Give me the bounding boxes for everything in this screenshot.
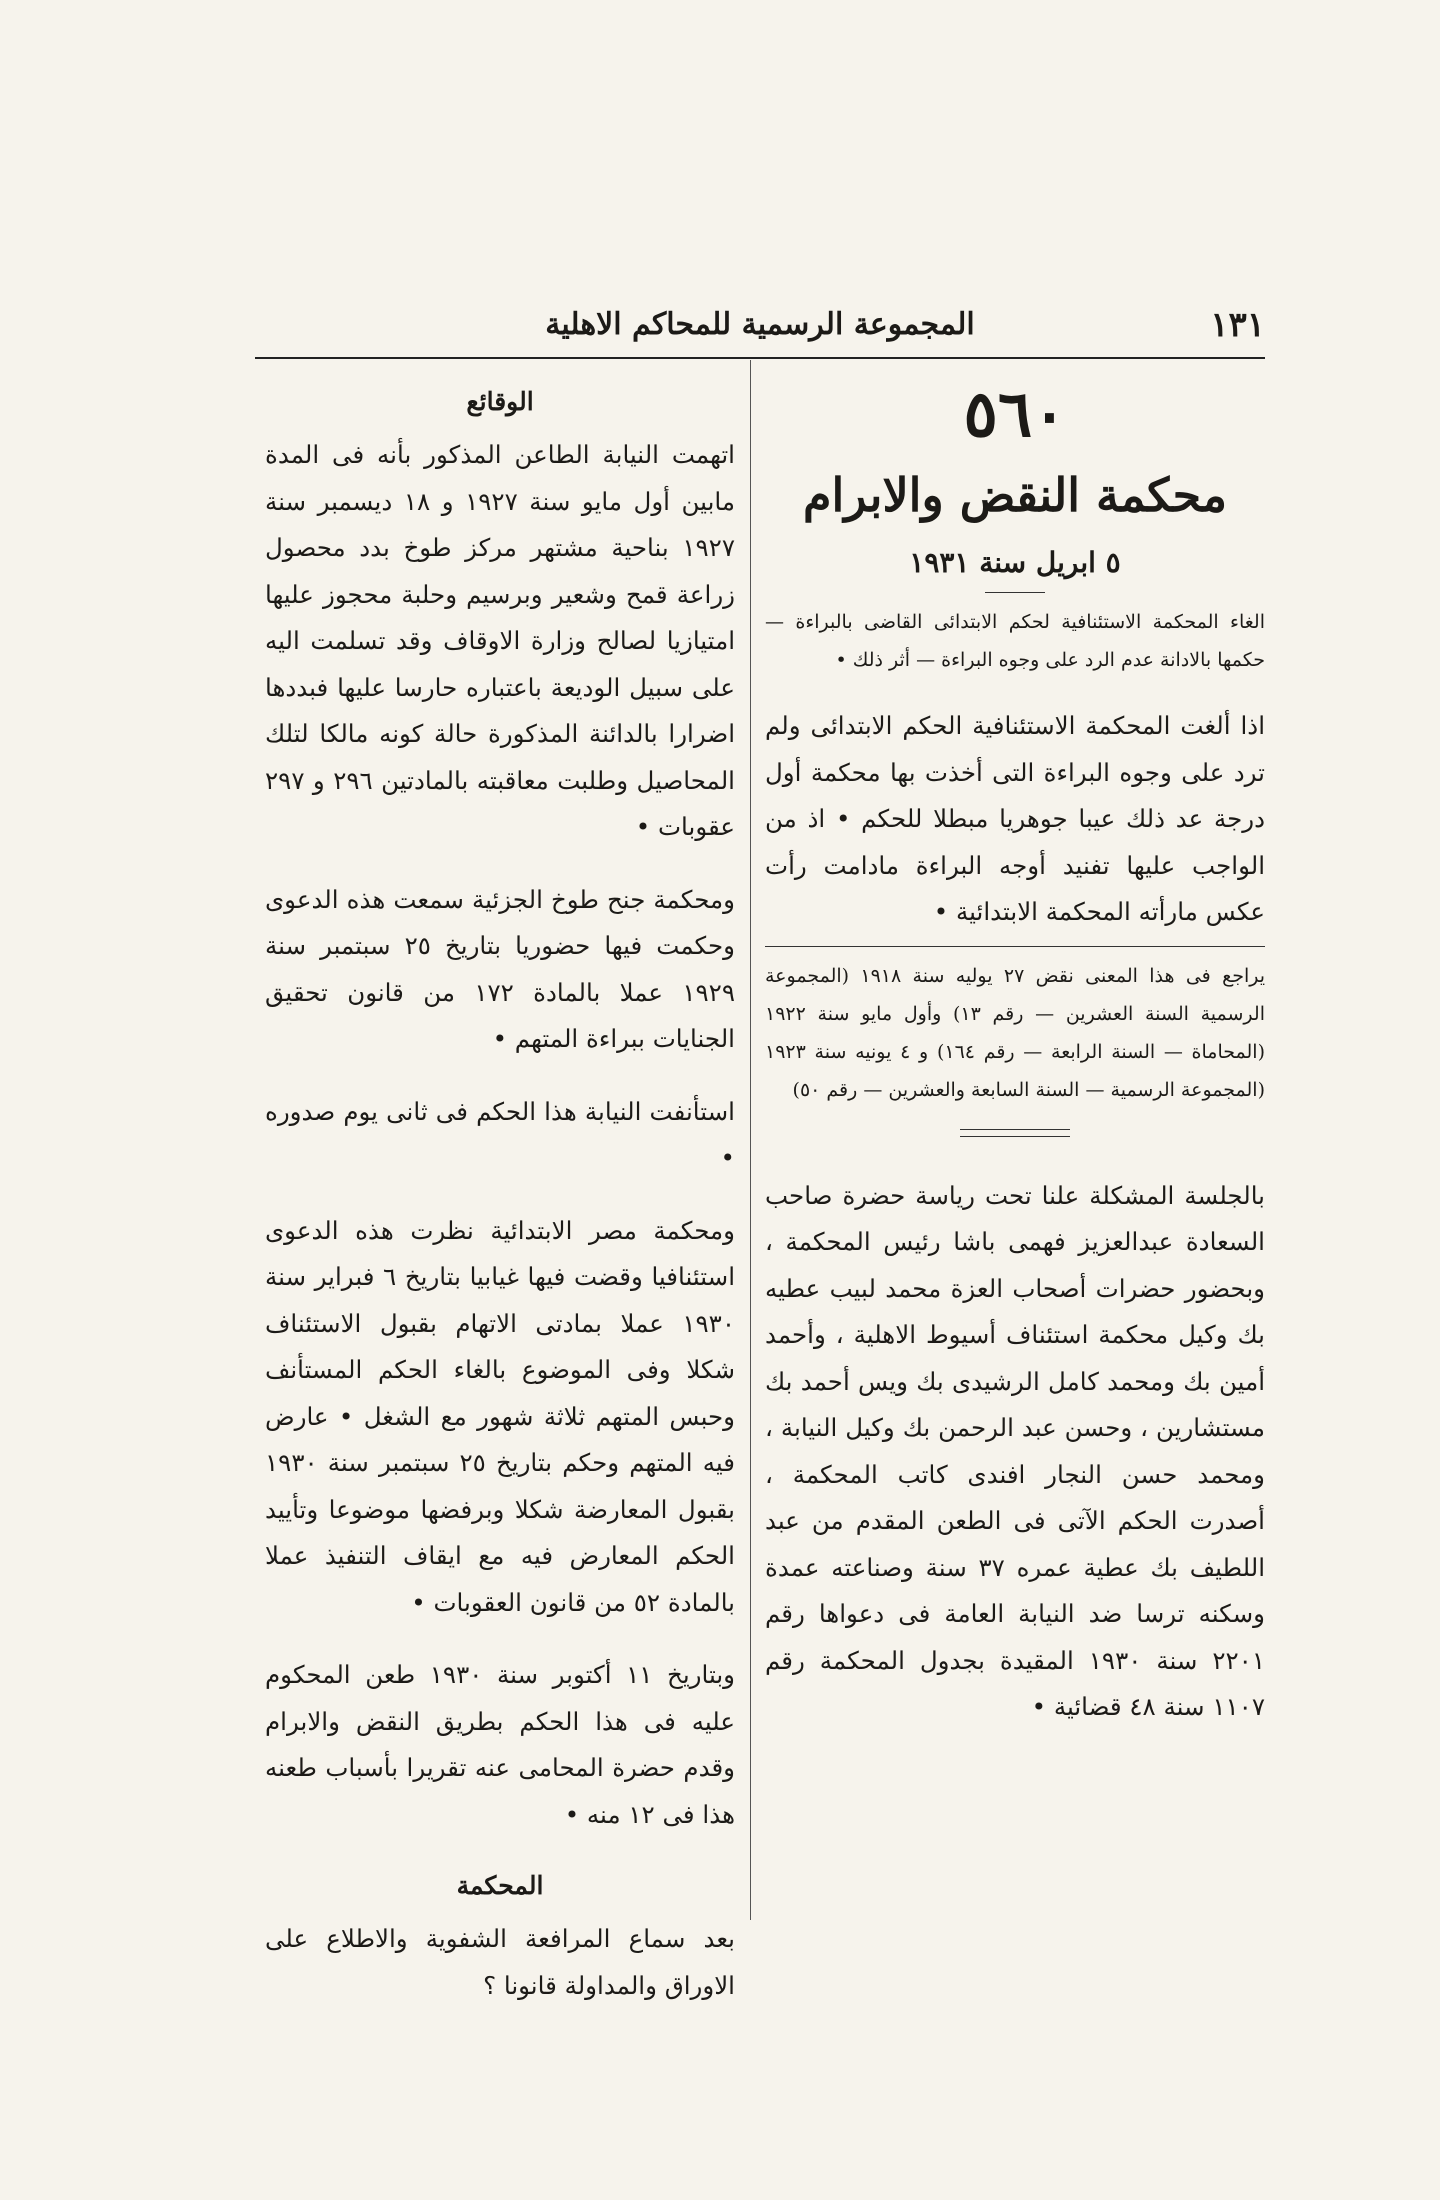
section-divider — [960, 1129, 1070, 1137]
facts-paragraph: ومحكمة مصر الابتدائية نظرت هذه الدعوى استئنافيا وقضت فيها غيابيا بتاريخ ٦ فبراير سنة ١٩٣٠ عملا بمادتى الاتهام بقبول الاستئناف شكلا وفى الموضوع بالغاء الحكم المستأنف وحبس المتهم ثلاثة شهور مع الشغل • عارض فيه المتهم وحكم بتاريخ ٢٥ سبتمبر سنة ١٩٣٠ بقبول المعارضة شكلا وبرفضها موضوعا وتأييد الحكم المعارض فيه مع ايقاف التنفيذ عملا بالمادة ٥٢ من قانون العقوبات • — [265, 1215, 736, 1617]
short-rule — [985, 592, 1045, 593]
page-number: ١٣١ — [1210, 305, 1265, 345]
case-number: ٥٦٠ — [963, 377, 1067, 452]
running-title: المجموعة الرسمية للمحاكم الاهلية — [545, 307, 975, 342]
right-column — [765, 377, 1266, 1747]
court-heading: المحكمة — [456, 1871, 544, 1900]
facts-paragraph: ومحكمة جنح طوخ الجزئية سمعت هذه الدعوى وحكمت فيها حضوريا بتاريخ ٢٥ سبتمبر سنة ١٩٢٩ عملا بالمادة ١٧٢ من قانون تحقيق الجنايات ببراءة المتهم • — [265, 884, 735, 1053]
facts-paragraph: وبتاريخ ١١ أكتوبر سنة ١٩٣٠ طعن المحكوم عليه فى هذا الحكم بطريق النقض والابرام وقدم حضرة المحامى عنه تقريرا بأسباب طعنه هذا فى ١٢ منه • — [265, 1660, 736, 1829]
legal-principle: اذا ألغت المحكمة الاستئنافية الحكم الابتدائى ولم ترد على وجوه البراءة التى أخذت بها محكمة أول درجة عد ذلك عيبا جوهريا مبطلا للحكم • اذ من الواجب عليها تفنيد أوجه البراءة مادامت رأت عكس مارأته المحكمة الابتدائية • — [765, 711, 1265, 926]
facts-paragraph: اتهمت النيابة الطاعن المذكور بأنه فى المدة مابين أول مايو سنة ١٩٢٧ و ١٨ ديسمبر سنة ١٩٢٧ بناحية مشتهر مركز طوخ بدد محصول زراعة قمح وشعير وبرسيم وحلبة محجوز عليها امتيازيا لصالح وزارة الاوقاف وقد تسلمت اليه على سبيل الوديعة باعتباره حارسا عليها فبددها اضرارا بالدائنة المذكورة حالة كونه مالكا لتلك المحاصيل وطلبت معاقبته بالمادتين ٢٩٦ و ٢٩٧ عقوبات • — [265, 440, 735, 841]
page-header — [255, 305, 1265, 355]
closing-paragraph: بعد سماع المرافعة الشفوية والاطلاع على الاوراق والمداولة قانونا ؟ — [265, 1924, 735, 2000]
court-name: محكمة النقض والابرام — [803, 468, 1227, 522]
session-paragraph: بالجلسة المشكلة علنا تحت رياسة حضرة صاحب السعادة عبدالعزيز فهمى باشا رئيس المحكمة ، وبحضور حضرات أصحاب العزة محمد لبيب عطيه بك وكيل محكمة استئناف أسيوط الاهلية ، وأحمد أمين بك ومحمد كامل الرشيدى بك ويس أحمد بك مستشارين ، وحسن عبد الرحمن بك وكيل النيابة ، ومحمد حسن النجار افندى كاتب المحكمة ، أصدرت الحكم الآتى فى الطعن المقدم من عبد اللطيف بك عطية عمره ٣٧ سنة وصناعته عمدة وسكنه ترسا ضد النيابة العامة فى دعواها رقم ٢٢٠١ سنة ١٩٣٠ المقيدة بجدول المحكمة رقم ١١٠٧ سنة ٤٨ قضائية • — [765, 1180, 1265, 1721]
headnote: الغاء المحكمة الاستئنافية لحكم الابتدائى القاضى بالبراءة — حكمها بالادانة عدم الرد على وجوه البراءة — أثر ذلك • — [765, 611, 1265, 671]
header-rule — [255, 357, 1265, 359]
case-date: ٥ ابريل سنة ١٩٣١ — [909, 546, 1121, 579]
left-column — [265, 380, 735, 2025]
facts-heading: الوقائع — [466, 387, 534, 416]
facts-paragraph: استأنفت النيابة هذا الحكم فى ثانى يوم صدوره • — [265, 1096, 735, 1172]
footnote-rule — [765, 946, 1265, 947]
footnote: يراجع فى هذا المعنى نقض ٢٧ يوليه سنة ١٩١٨ (المجموعة الرسمية السنة العشرين — رقم ١٣) وأول مايو سنة ١٩٢٢ (المحاماة — السنة الرابعة — رقم ١٦٤) و ٤ يونيه سنة ١٩٢٣ (المجموعة الرسمية — السنة السابعة والعشرين — رقم ٥٠) — [765, 964, 1266, 1101]
column-divider — [750, 360, 751, 1920]
